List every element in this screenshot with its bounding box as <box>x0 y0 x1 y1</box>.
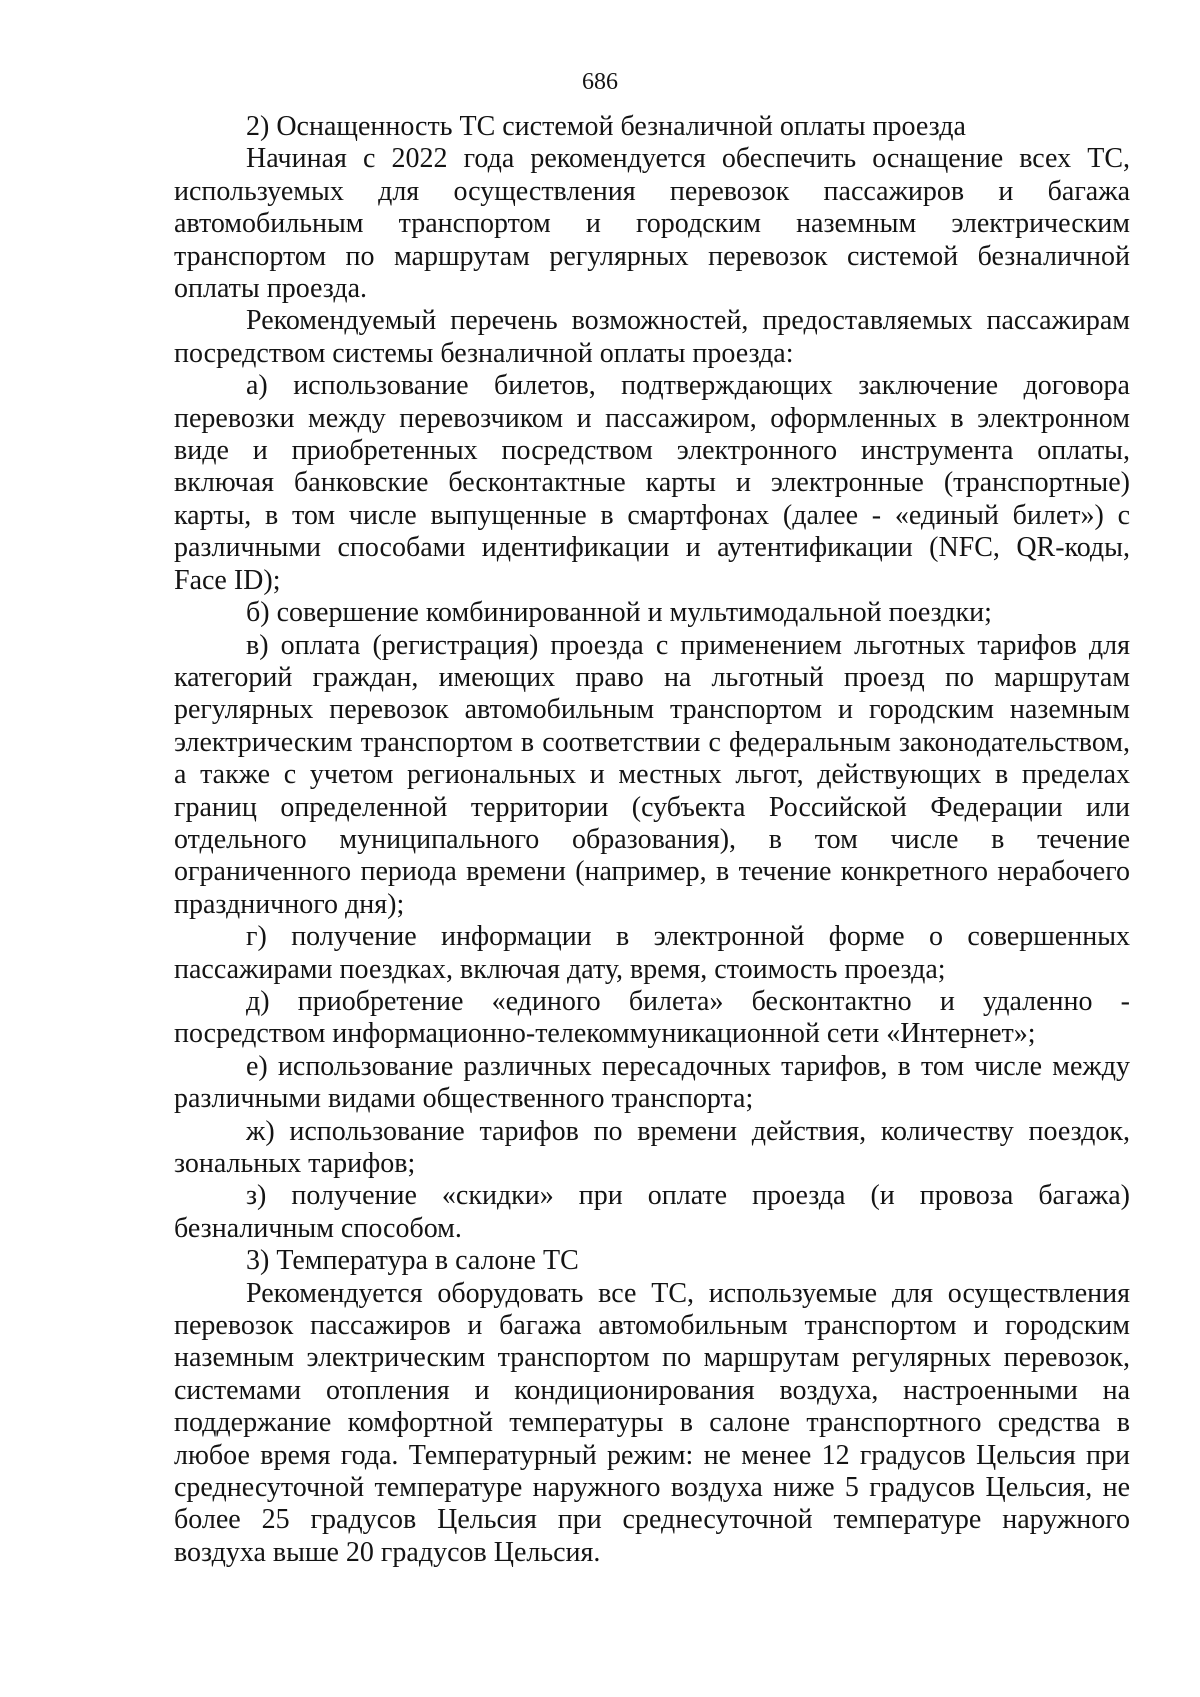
list-item-d: д) приобретение «единого билета» бесконтактно и удаленно - посредством информационно-телекоммуникационной сети «Интернет»; <box>174 985 1130 1050</box>
list-item-a: а) использование билетов, подтверждающих заключение договора перевозки между перевозчиком и пассажиром, оформленных в электронном виде и приобретенных посредством электронного инструмента оплаты, включая банковские бесконтактные карты и электронные (транспортные) карты, в том числе выпущенные в смартфонах (далее - «единый билет») с различными способами идентификации и аутентификации (NFC, QR-коды, Face ID); <box>174 370 1130 596</box>
list-item-z: з) получение «скидки» при оплате проезда (и провоза багажа) безналичным способом. <box>174 1180 1130 1244</box>
list-item-b: б) совершение комбинированной и мультимодальной поездки; <box>246 597 992 629</box>
section-heading-temperature: 3) Температура в салоне ТС <box>246 1245 579 1277</box>
paragraph-capabilities-intro: Рекомендуемый перечень возможностей, предоставляемых пассажирам посредством системы безналичной оплаты проезда: <box>174 305 1130 369</box>
section-heading-fare-payment: 2) Оснащенность ТС системой безналичной оплаты проезда <box>246 111 966 142</box>
list-item-g: г) получение информации в электронной форме о совершенных пассажирами поездках, включая дату, время, стоимость проезда; <box>174 921 1130 985</box>
list-item-zh: ж) использование тарифов по времени действия, количеству поездок, зональных тарифов; <box>174 1115 1130 1179</box>
list-item-e: е) использование различных пересадочных тарифов, в том числе между различными видами общественного транспорта; <box>174 1050 1130 1115</box>
paragraph-temperature-recommendation: Рекомендуется оборудовать все ТС, используемые для осуществления перевозок пассажиров и багажа автомобильным транспортом и городским наземным электрическим транспортом по маршрутам регулярных перевозок, системами отопления и кондиционирования воздуха, настроенными на поддержание комфортной температуры в салоне транспортного средства в любое время года. Температурный режим: не менее 12 градусов Цельсия при среднесуточной температуре наружного воздуха ниже 5 градусов Цельсия, не более 25 градусов Цельсия при среднесуточной температуре наружного воздуха выше 20 градусов Цельсия. <box>174 1277 1130 1568</box>
paragraph-equipment-recommendation: Начиная с 2022 года рекомендуется обеспечить оснащение всех ТС, используемых для осуществления перевозок пассажиров и багажа автомобильным транспортом и городским наземным электрическим транспортом по маршрутам регулярных перевозок системой безналичной оплаты проезда. <box>174 143 1130 305</box>
list-item-v: в) оплата (регистрация) проезда с применением льготных тарифов для категорий граждан, имеющих право на льготный проезд по маршрутам регулярных перевозок автомобильным транспортом и городским наземным электрическим транспортом в соответствии с федеральным законодательством, а также с учетом региональных и местных льгот, действующих в пределах границ определенной территории (субъекта Российской Федерации или отдельного муниципального образования), в том числе в течение ограниченного периода времени (например, в течение конкретного нерабочего праздничного дня); <box>174 629 1130 920</box>
page-number: 686 <box>582 69 618 95</box>
document-body <box>174 111 1130 1569</box>
